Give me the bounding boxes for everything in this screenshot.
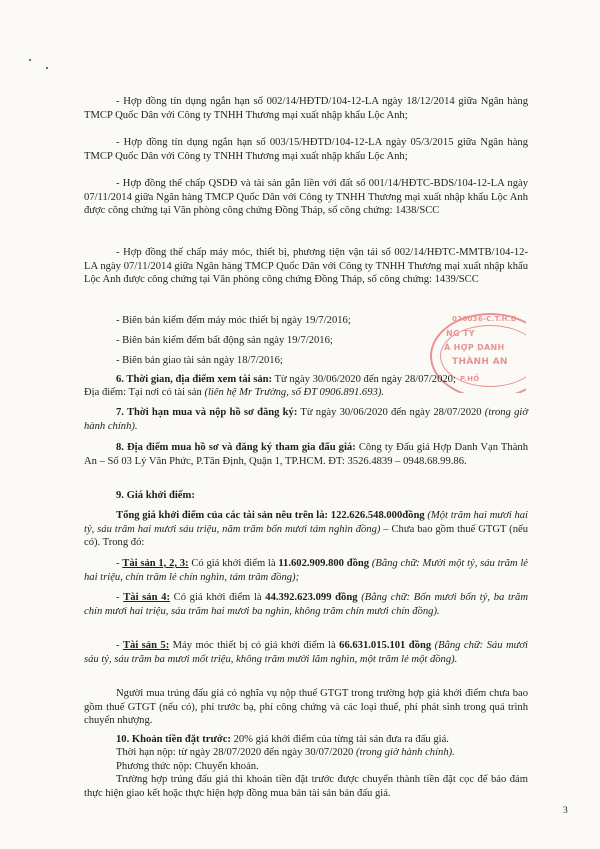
office-hours-note: (trong giờ hành chính). bbox=[84, 407, 528, 432]
list-item: - Biên bản kiểm đếm bất động sản ngày 19/7/2016; bbox=[116, 335, 333, 346]
total-price-label: Tổng giá khởi điểm của các tài sản nêu trên là: 122.626.548.000đồng bbox=[116, 510, 425, 521]
asset-price: 66.631.015.101 đồng bbox=[339, 640, 432, 651]
section-9-heading bbox=[84, 489, 195, 503]
total-price-words: (Một trăm hai mươi hai tỷ, sáu trăm hai mươi sáu triệu, năm trăm bốn mươi tám nghìn đồng) bbox=[84, 510, 529, 535]
asset-price-words: (Bằng chữ: Bốn mươi bốn tỷ, ba trăm chín mươi hai triệu, sáu trăm hai mươi ba nghìn, không trăm chín mươi chín đồng). bbox=[84, 592, 528, 617]
section-text: Công ty Đấu giá Hợp Danh Vạn Thành An – Số 03 Lý Văn Phức, P.Tân Định, Quận 1, TP.HCM. ĐT: 3526.4839 – 0948.68.99.86. bbox=[84, 442, 528, 467]
section-text: Từ ngày 30/06/2020 đến ngày 28/07/2020; bbox=[272, 374, 456, 385]
scan-speck bbox=[29, 59, 31, 61]
list-item: - Hợp đồng thế chấp QSDĐ và tài sản gắn liền với đất số 001/14/HĐTC-BDS/104-12-LA ngày 07/11/2014 giữa Ngân hàng TMCP Quốc Dân với Công ty TNHH Thương mại xuất nhập khẩu Lộc Anh được công chứng tại Văn phòng công chứng Đồng Tháp, số công chứng: 1438/SCC bbox=[84, 178, 528, 217]
asset-price-words: (Bằng chữ: Mười một tỷ, sáu trăm lẻ hai triệu, chín trăm lẻ chín nghìn, tám trăm đồng); bbox=[84, 558, 528, 583]
asset-text: Có giá khởi điểm là bbox=[169, 592, 266, 603]
section-heading: 6. Thời gian, địa điểm xem tài sản: bbox=[116, 374, 273, 385]
section-heading: 7. Thời hạn mua và nộp hồ sơ đăng ký: bbox=[116, 407, 298, 418]
asset-label: Tài sản 1, 2, 3: bbox=[122, 558, 189, 569]
asset-label: Tài sản 4: bbox=[123, 592, 170, 603]
list-item: - Biên bản giao tài sản ngày 18/7/2016; bbox=[116, 355, 283, 366]
stamp-text: NG TY bbox=[446, 329, 475, 338]
deposit-note: Trường hợp trúng đấu giá thì khoản tiền đặt trước được chuyển thành tiền đặt cọc để bảo đảm thực hiện giao kết hoặc thực hiện hợp đồng mua bán tài sản bán đấu giá. bbox=[84, 774, 528, 799]
asset-label: Tài sản 5: bbox=[122, 640, 170, 651]
list-item: - Hợp đồng thế chấp máy móc, thiết bị, phương tiện vận tải số 002/14/HĐTC-MMTB/104-12-LA ngày 07/11/2014 giữa Ngân hàng TMCP Quốc Dân với Công ty TNHH Thương mại xuất nhập khẩu Lộc Anh được công chứng tại Văn phòng công chứng Đồng Tháp, số công chứng: 1439/SCC bbox=[84, 247, 528, 286]
deposit-time-text: Thời hạn nộp: từ ngày 28/07/2020 đến ngày 30/07/2020 bbox=[116, 747, 356, 758]
section-7 bbox=[84, 406, 528, 433]
stamp-text: THÀNH AN bbox=[452, 357, 508, 367]
asset-5: - Tài sản 5: Máy móc thiết bị có giá khởi điểm là 66.631.015.101 đồng (Bằng chữ: Sáu mươi sáu tỷ, sáu trăm ba mươi mốt triệu, không trăm mười lăm nghìn, một trăm lẻ một đồng). bbox=[84, 640, 528, 665]
list-item: - Biên bản kiểm đếm máy móc thiết bị ngày 19/7/2016; bbox=[116, 315, 351, 326]
section-10 bbox=[84, 733, 449, 747]
section-heading: 8. Địa điểm mua hồ sơ và đăng ký tham gia đấu giá: bbox=[116, 442, 356, 453]
list-item: - Hợp đồng tín dụng ngắn hạn số 003/15/HĐTD/104-12-LA ngày 05/3/2015 giữa Ngân hàng TMCP Quốc Dân với Công ty TNHH Thương mại xuất nhập khẩu Lộc Anh; bbox=[84, 137, 528, 162]
asset-1-2-3: - Tài sản 1, 2, 3: Có giá khởi điểm là 11.602.909.800 đồng (Bằng chữ: Mười một tỷ, sáu trăm lẻ hai triệu, chín trăm lẻ chín nghìn, tám trăm đồng); bbox=[84, 558, 528, 583]
total-price bbox=[84, 509, 528, 550]
stamp-text: Á HỢP DANH bbox=[444, 343, 505, 352]
asset-4: - Tài sản 4: Có giá khởi điểm là 44.392.623.099 đồng (Bằng chữ: Bốn mươi bốn tỷ, ba trăm chín mươi hai triệu, sáu trăm hai mươi ba nghìn, không trăm chín mươi chín đồng). bbox=[84, 592, 528, 617]
asset-text: Có giá khởi điểm là bbox=[188, 558, 279, 569]
deposit-method: Phương thức nộp: Chuyển khoản. bbox=[116, 761, 259, 772]
section-6 bbox=[84, 373, 528, 387]
page-number: 3 bbox=[563, 806, 568, 816]
section-8 bbox=[84, 441, 528, 468]
asset-price: 11.602.909.800 đồng bbox=[278, 558, 370, 569]
vat-note: Người mua trúng đấu giá có nghĩa vụ nộp thuế GTGT trong trường hợp giá khởi điểm chưa bao gồm thuế GTGT (nếu có), phí trước bạ, phí công chứng và các loại thuế, phí phát sinh trong quá trình chuyển nhượng. bbox=[84, 688, 528, 727]
stamp-text: P.HỒ bbox=[460, 375, 480, 383]
scan-speck bbox=[46, 67, 48, 69]
section-heading: 10. Khoản tiền đặt trước: bbox=[116, 734, 231, 745]
list-item: - Hợp đồng tín dụng ngắn hạn số 002/14/HĐTD/104-12-LA ngày 18/12/2014 giữa Ngân hàng TMCP Quốc Dân với Công ty TNHH Thương mại xuất nhập khẩu Lộc Anh; bbox=[84, 96, 528, 121]
stamp-text: 020036-C.T.H.D bbox=[452, 315, 517, 323]
section-heading: 9. Giá khởi điểm: bbox=[116, 490, 195, 501]
total-price-tail: – Chưa bao gồm thuế GTGT (nếu có). Trong đó: bbox=[84, 523, 528, 549]
section-text: Địa điểm: Tại nơi có tài sản bbox=[84, 387, 205, 398]
section-6-location bbox=[84, 386, 528, 400]
contact-note: (liên hệ Mr Trường, số ĐT 0906.891.693). bbox=[204, 387, 385, 398]
asset-text: Máy móc thiết bị có giá khởi điểm là bbox=[169, 640, 340, 651]
section-text: Từ ngày 30/06/2020 đến ngày 28/07/2020 bbox=[297, 407, 485, 418]
office-hours-note: (trong giờ hành chính). bbox=[355, 747, 455, 758]
asset-price: 44.392.623.099 đồng bbox=[265, 592, 358, 603]
deposit-time bbox=[84, 746, 455, 760]
section-text: 20% giá khởi điểm của từng tài sản đưa ra đấu giá. bbox=[230, 734, 449, 745]
asset-price-words: (Bằng chữ: Sáu mươi sáu tỷ, sáu trăm ba mươi mốt triệu, không trăm mười lăm nghìn, một trăm lẻ một đồng). bbox=[84, 640, 528, 665]
